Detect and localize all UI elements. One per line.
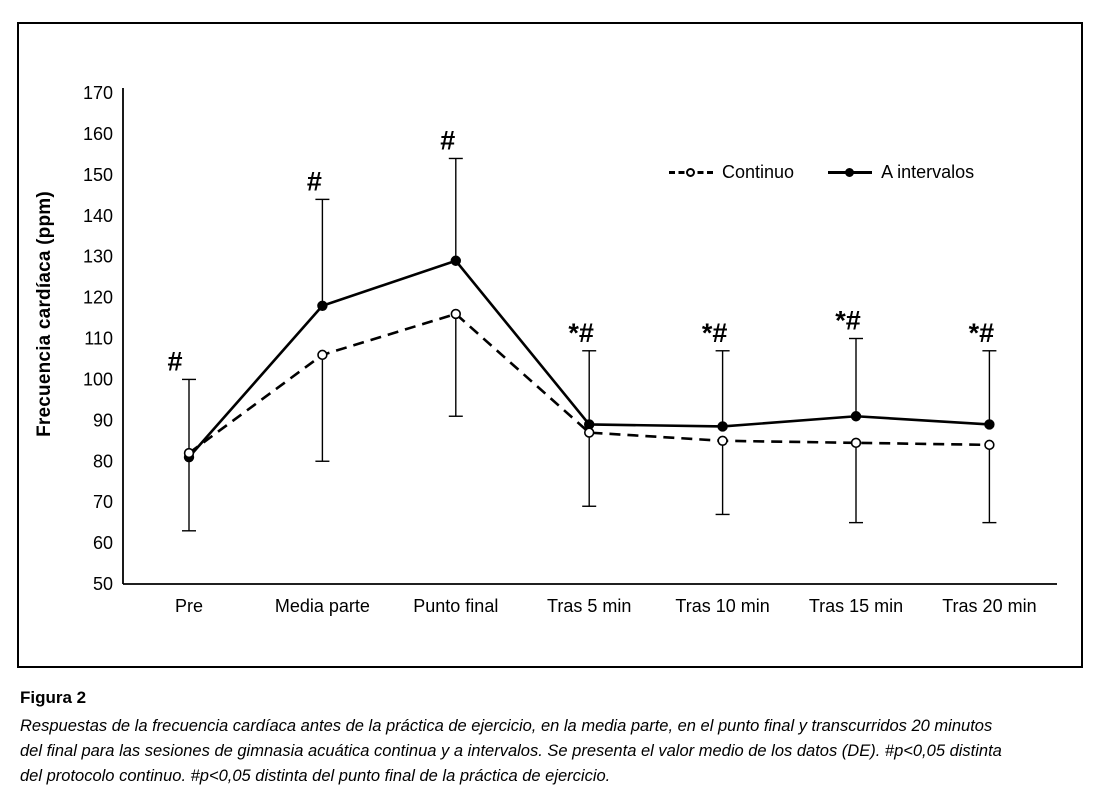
legend-label-a-intervalos: A intervalos — [881, 162, 975, 182]
x-tick-label: Tras 20 min — [942, 596, 1037, 616]
data-point-a-intervalos — [985, 420, 994, 429]
y-tick-label: 60 — [92, 533, 113, 554]
y-tick-label: 130 — [82, 246, 113, 267]
y-tick-label: 70 — [92, 492, 113, 513]
caption-line: del protocolo continuo. #p<0,05 distinta del punto final de la práctica de ejercicio. — [20, 767, 611, 785]
solid-line-sample — [828, 171, 872, 174]
y-axis-title: Frecuencia cardíaca (ppm) — [34, 191, 55, 437]
significance-annotation: *# — [701, 317, 728, 348]
x-tick-label: Punto final — [413, 596, 499, 616]
x-tick-label: Pre — [174, 596, 204, 616]
significance-annotation: # — [306, 166, 322, 197]
x-tick-label: Media parte — [274, 596, 370, 616]
significance-annotation: *# — [568, 317, 594, 348]
y-tick-label: 140 — [82, 205, 113, 226]
legend-item-a-intervalos — [828, 162, 974, 183]
y-tick-label: 80 — [92, 451, 113, 472]
caption-line: Respuestas de la frecuencia cardíaca antes de la práctica de ejercicio, en la media parte, en el punto final y transcurridos 20 minutos — [20, 717, 993, 735]
y-tick-label: 90 — [92, 410, 113, 431]
data-point-continuo — [185, 449, 194, 458]
data-point-continuo — [585, 428, 594, 437]
x-tick-label: Tras 15 min — [808, 596, 904, 616]
figure-label: Figura 2 — [20, 688, 87, 707]
x-tick-label: Tras 10 min — [675, 596, 770, 616]
data-point-continuo — [985, 440, 994, 449]
data-point-continuo — [318, 350, 327, 359]
significance-annotation: *# — [968, 317, 995, 348]
figure-caption — [20, 688, 1082, 789]
filled-circle-marker-icon — [845, 168, 854, 177]
y-tick-label: 110 — [84, 328, 113, 349]
data-point-a-intervalos — [318, 301, 327, 310]
open-circle-marker-icon — [686, 168, 695, 177]
data-point-continuo — [451, 310, 460, 319]
x-tick-label: Tras 5 min — [547, 596, 632, 616]
heart-rate-line-chart — [19, 24, 1081, 666]
data-point-a-intervalos — [852, 412, 861, 421]
legend-item-continuo — [669, 162, 794, 183]
y-tick-label: 160 — [82, 123, 113, 144]
y-tick-label: 120 — [82, 287, 113, 308]
y-tick-label: 170 — [82, 83, 113, 103]
y-tick-label: 150 — [82, 164, 113, 185]
caption-line: del final para las sesiones de gimnasia acuática continua y a intervalos. Se presenta el valor medio de los datos (DE). #p<0,05 distinta — [20, 742, 1002, 760]
figure-frame — [17, 22, 1083, 668]
data-point-a-intervalos — [718, 422, 727, 431]
data-point-continuo — [852, 438, 861, 447]
data-point-a-intervalos — [451, 256, 460, 265]
dashed-line-sample — [669, 171, 713, 174]
significance-annotation: *# — [835, 305, 861, 336]
significance-annotation: # — [167, 346, 183, 377]
chart-legend — [669, 162, 974, 183]
y-tick-label: 50 — [92, 574, 113, 594]
data-point-continuo — [718, 436, 727, 445]
significance-annotation: # — [440, 125, 456, 156]
legend-label-continuo: Continuo — [722, 162, 795, 182]
y-tick-label: 100 — [82, 369, 113, 390]
